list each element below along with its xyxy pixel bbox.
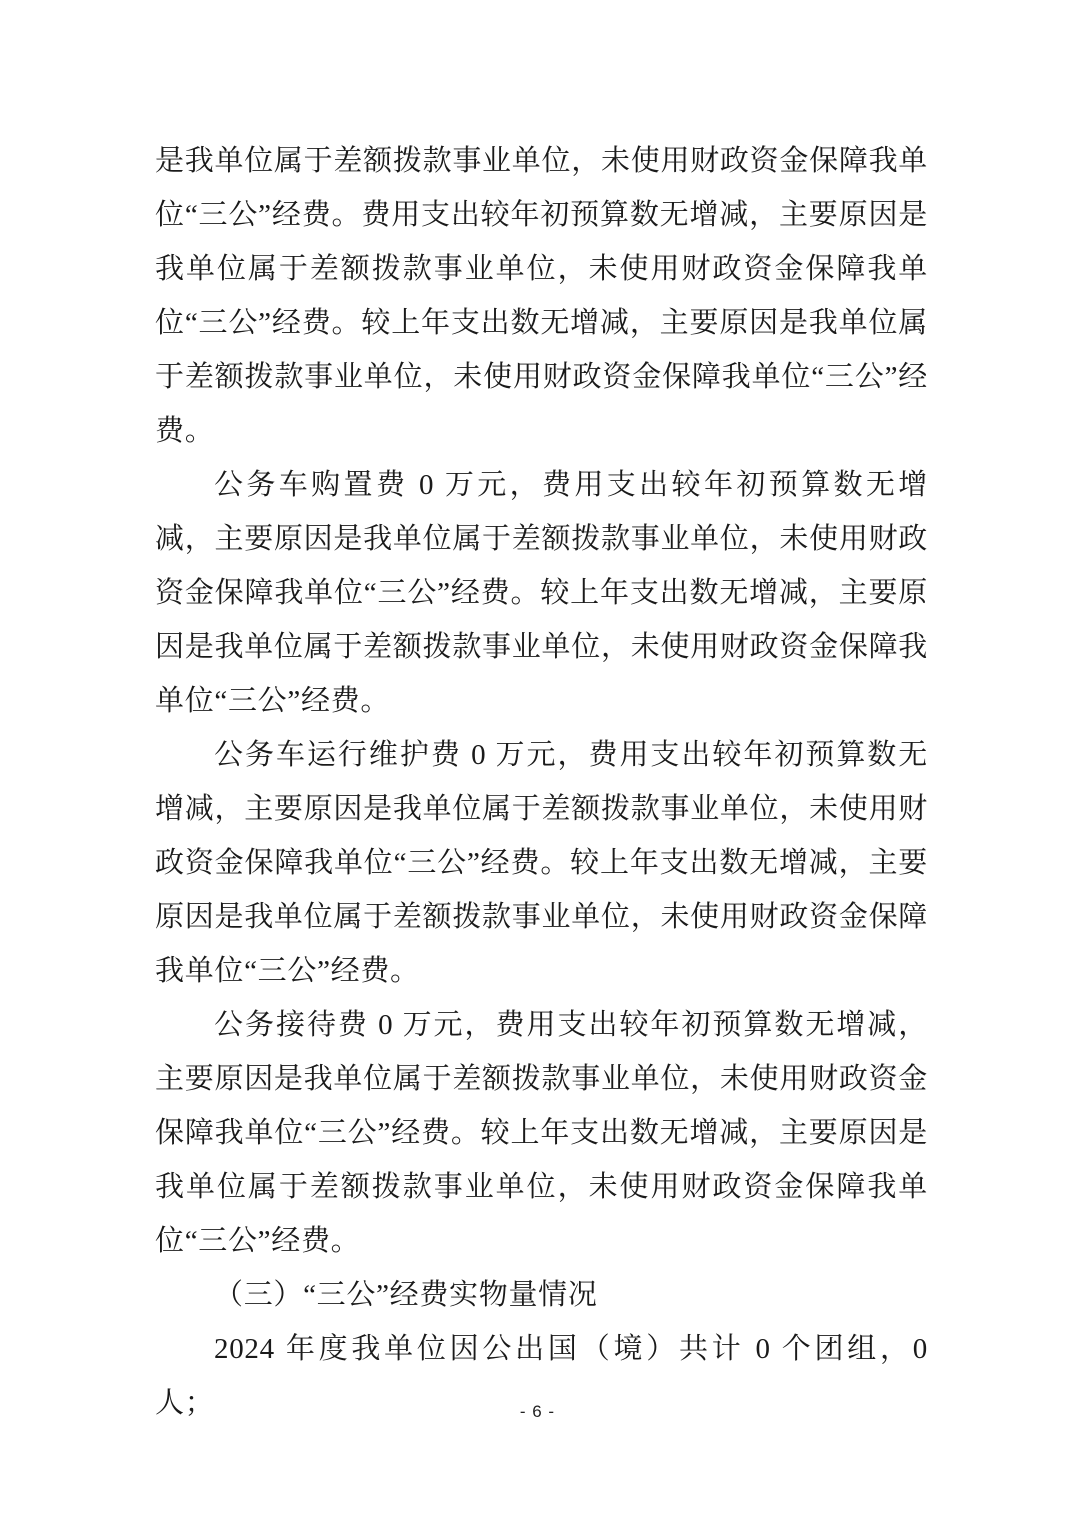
body-paragraph: 2024 年度我单位因公出国（境）共计 0 个团组，0 人； (155, 1333, 928, 1419)
page-number: - 6 - (519, 1402, 556, 1421)
body-paragraph: 是我单位属于差额拨款事业单位，未使用财政资金保障我单位“三公”经费。费用支出较年初预算数无增减，主要原因是我单位属于差额拨款事业单位，未使用财政资金保障我单位“三公”经费。较上年支出数无增减，主要原因是我单位属于差额拨款事业单位，未使用财政资金保障我单位“三公”经费。 (155, 145, 928, 447)
body-paragraph: 公务车运行维护费 0 万元，费用支出较年初预算数无增减，主要原因是我单位属于差额拨款事业单位，未使用财政资金保障我单位“三公”经费。较上年支出数无增减，主要原因是我单位属于差额拨款事业单位，未使用财政资金保障我单位“三公”经费。 (155, 739, 928, 987)
document-body (155, 134, 928, 1430)
section-heading: （三）“三公”经费实物量情况 (214, 1279, 598, 1311)
page-footer (0, 1402, 1075, 1422)
body-paragraph: 公务接待费 0 万元，费用支出较年初预算数无增减，主要原因是我单位属于差额拨款事业单位，未使用财政资金保障我单位“三公”经费。较上年支出数无增减，主要原因是我单位属于差额拨款事业单位，未使用财政资金保障我单位“三公”经费。 (155, 1009, 928, 1257)
body-paragraph: 公务车购置费 0 万元，费用支出较年初预算数无增减，主要原因是我单位属于差额拨款事业单位，未使用财政资金保障我单位“三公”经费。较上年支出数无增减，主要原因是我单位属于差额拨款事业单位，未使用财政资金保障我单位“三公”经费。 (155, 469, 928, 717)
